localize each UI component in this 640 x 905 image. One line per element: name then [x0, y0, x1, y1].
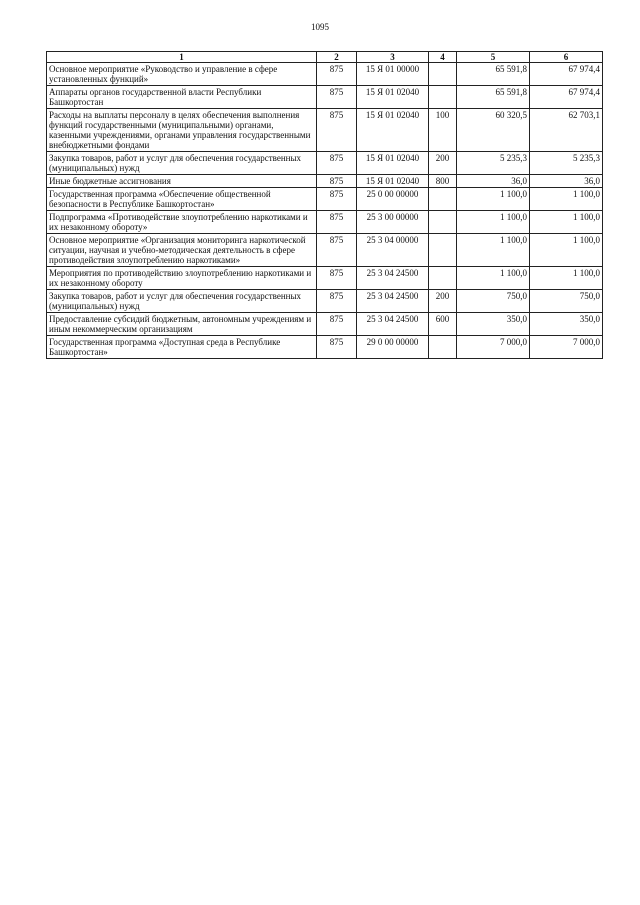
table-header: [47, 52, 603, 63]
row-sum-2-cell: 350,0: [530, 313, 603, 336]
row-sum-1-cell: 60 320,5: [457, 109, 530, 152]
row-sum-1-cell: 7 000,0: [457, 336, 530, 359]
header-col-1: 1: [47, 52, 317, 63]
row-sum-1-cell: 1 100,0: [457, 267, 530, 290]
row-sum-2-cell: 5 235,3: [530, 152, 603, 175]
row-sum-2-cell: 67 974,4: [530, 63, 603, 86]
row-ved-cell: 875: [317, 267, 357, 290]
row-csr-cell: 15 Я 01 02040: [357, 86, 429, 109]
row-csr-cell: 29 0 00 00000: [357, 336, 429, 359]
row-vr-cell: 600: [429, 313, 457, 336]
row-sum-2-cell: 7 000,0: [530, 336, 603, 359]
row-ved-cell: 875: [317, 211, 357, 234]
row-vr-cell: [429, 267, 457, 290]
row-csr-cell: 15 Я 01 00000: [357, 63, 429, 86]
row-sum-1-cell: 750,0: [457, 290, 530, 313]
table-row: [47, 313, 603, 336]
row-name-cell: Закупка товаров, работ и услуг для обеспечения государственных (муниципальных) нужд: [47, 152, 317, 175]
row-vr-cell: [429, 63, 457, 86]
header-col-5: 5: [457, 52, 530, 63]
row-name-cell: Расходы на выплаты персоналу в целях обеспечения выполнения функций государственными (муниципальными) органами, казенными учреждениями, органами управления государственными внебюджетными фондами: [47, 109, 317, 152]
row-sum-1-cell: 350,0: [457, 313, 530, 336]
table-row: [47, 336, 603, 359]
row-sum-2-cell: 62 703,1: [530, 109, 603, 152]
row-name-cell: Подпрограмма «Противодействие злоупотреблению наркотиками и их незаконному обороту»: [47, 211, 317, 234]
row-sum-1-cell: 36,0: [457, 175, 530, 188]
row-ved-cell: 875: [317, 109, 357, 152]
row-name-cell: Государственная программа «Доступная среда в Республике Башкортостан»: [47, 336, 317, 359]
row-ved-cell: 875: [317, 188, 357, 211]
row-csr-cell: 15 Я 01 02040: [357, 175, 429, 188]
row-name-cell: Основное мероприятие «Организация мониторинга наркотической ситуации, научная и учебно-методическая деятельность в сфере противодействия злоупотреблению наркотиками»: [47, 234, 317, 267]
row-sum-2-cell: 36,0: [530, 175, 603, 188]
row-ved-cell: 875: [317, 234, 357, 267]
row-sum-2-cell: 1 100,0: [530, 267, 603, 290]
header-row: [47, 52, 603, 63]
row-vr-cell: [429, 234, 457, 267]
table-row: [47, 86, 603, 109]
row-sum-2-cell: 1 100,0: [530, 211, 603, 234]
table-row: [47, 188, 603, 211]
row-sum-2-cell: 67 974,4: [530, 86, 603, 109]
row-vr-cell: 800: [429, 175, 457, 188]
row-csr-cell: 25 3 04 00000: [357, 234, 429, 267]
row-sum-1-cell: 1 100,0: [457, 211, 530, 234]
table-row: [47, 290, 603, 313]
row-name-cell: Мероприятия по противодействию злоупотреблению наркотиками и их незаконному обороту: [47, 267, 317, 290]
row-vr-cell: [429, 336, 457, 359]
table-row: [47, 109, 603, 152]
row-csr-cell: 25 0 00 00000: [357, 188, 429, 211]
row-vr-cell: [429, 211, 457, 234]
row-sum-1-cell: 1 100,0: [457, 234, 530, 267]
row-csr-cell: 25 3 00 00000: [357, 211, 429, 234]
row-csr-cell: 25 3 04 24500: [357, 313, 429, 336]
table-row: [47, 152, 603, 175]
row-csr-cell: 15 Я 01 02040: [357, 109, 429, 152]
table-body: [47, 63, 603, 359]
row-ved-cell: 875: [317, 152, 357, 175]
row-vr-cell: [429, 86, 457, 109]
table-row: [47, 234, 603, 267]
row-csr-cell: 15 Я 01 02040: [357, 152, 429, 175]
row-sum-2-cell: 750,0: [530, 290, 603, 313]
row-ved-cell: 875: [317, 175, 357, 188]
table-row: [47, 211, 603, 234]
row-sum-1-cell: 1 100,0: [457, 188, 530, 211]
header-col-2: 2: [317, 52, 357, 63]
table-row: [47, 63, 603, 86]
row-vr-cell: 200: [429, 152, 457, 175]
row-ved-cell: 875: [317, 290, 357, 313]
header-col-4: 4: [429, 52, 457, 63]
table-row: [47, 175, 603, 188]
table-row: [47, 267, 603, 290]
row-ved-cell: 875: [317, 336, 357, 359]
row-name-cell: Основное мероприятие «Руководство и управление в сфере установленных функций»: [47, 63, 317, 86]
row-name-cell: Предоставление субсидий бюджетным, автономным учреждениям и иным некоммерческим организациям: [47, 313, 317, 336]
row-ved-cell: 875: [317, 63, 357, 86]
row-name-cell: Иные бюджетные ассигнования: [47, 175, 317, 188]
row-sum-1-cell: 65 591,8: [457, 86, 530, 109]
row-ved-cell: 875: [317, 313, 357, 336]
row-vr-cell: 200: [429, 290, 457, 313]
row-sum-2-cell: 1 100,0: [530, 188, 603, 211]
row-sum-1-cell: 65 591,8: [457, 63, 530, 86]
row-vr-cell: [429, 188, 457, 211]
header-col-6: 6: [530, 52, 603, 63]
row-sum-2-cell: 1 100,0: [530, 234, 603, 267]
row-csr-cell: 25 3 04 24500: [357, 267, 429, 290]
row-csr-cell: 25 3 04 24500: [357, 290, 429, 313]
row-name-cell: Аппараты органов государственной власти Республики Башкортостан: [47, 86, 317, 109]
row-vr-cell: 100: [429, 109, 457, 152]
row-sum-1-cell: 5 235,3: [457, 152, 530, 175]
row-ved-cell: 875: [317, 86, 357, 109]
row-name-cell: Закупка товаров, работ и услуг для обеспечения государственных (муниципальных) нужд: [47, 290, 317, 313]
header-col-3: 3: [357, 52, 429, 63]
budget-table: [46, 51, 603, 359]
row-name-cell: Государственная программа «Обеспечение общественной безопасности в Республике Башкортостан»: [47, 188, 317, 211]
page-number: 1095: [311, 22, 329, 32]
